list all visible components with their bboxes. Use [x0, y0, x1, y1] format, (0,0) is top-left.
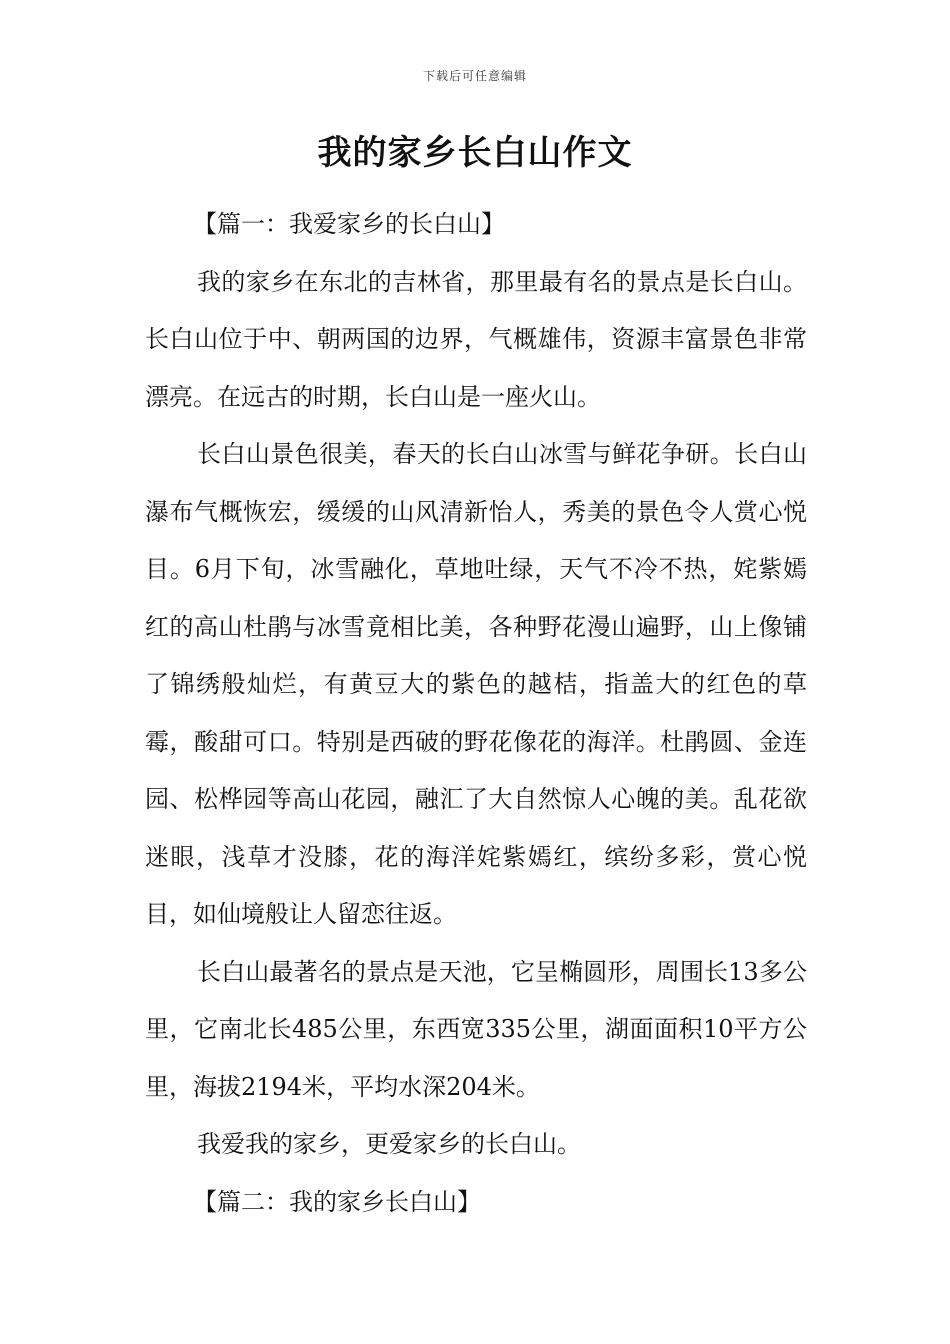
- paragraph-2: 长白山景色很美，春天的长白山冰雪与鲜花争研。长白山瀑布气概恢宏，缓缓的山风清新怡人，秀美的景色令人赏心悦目。6月下旬，冰雪融化，草地吐绿，天气不冷不热，姹紫嫣红的高山杜鹃与冰雪竟相比美，各种野花漫山遍野，山上像铺了锦绣般灿烂，有黄豆大的紫色的越桔，指盖大的红色的草霉，酸甜可口。特别是西破的野花像花的海洋。杜鹃圆、金连园、松桦园等高山花园，融汇了大自然惊人心魄的美。乱花欲迷眼，浅草才没膝，花的海洋姹紫嫣红，缤纷多彩，赏心悦目，如仙境般让人留恋往返。: [145, 440, 807, 928]
- document-title: 我的家乡长白山作文: [317, 133, 633, 173]
- section-heading-1: 【篇一：我爱家乡的长白山】: [193, 210, 505, 238]
- page-header-note: 下载后可任意编辑: [422, 69, 527, 83]
- section-heading-2: 【篇二：我的家乡长白山】: [193, 1187, 481, 1216]
- paragraph-3: 长白山最著名的景点是天池，它呈椭圆形，周围长13多公里，它南北长485公里，东西宽335公里，湖面面积10平方公里，海拔2194米，平均水深204米。: [145, 957, 807, 1101]
- paragraph-1: 我的家乡在东北的吉林省，那里最有名的景点是长白山。长白山位于中、朝两国的边界，气概雄伟，资源丰富景色非常漂亮。在远古的时期，长白山是一座火山。: [145, 267, 807, 411]
- paragraph-4: 我爱我的家乡，更爱家乡的长白山。: [197, 1130, 581, 1158]
- document-body: [145, 196, 807, 1231]
